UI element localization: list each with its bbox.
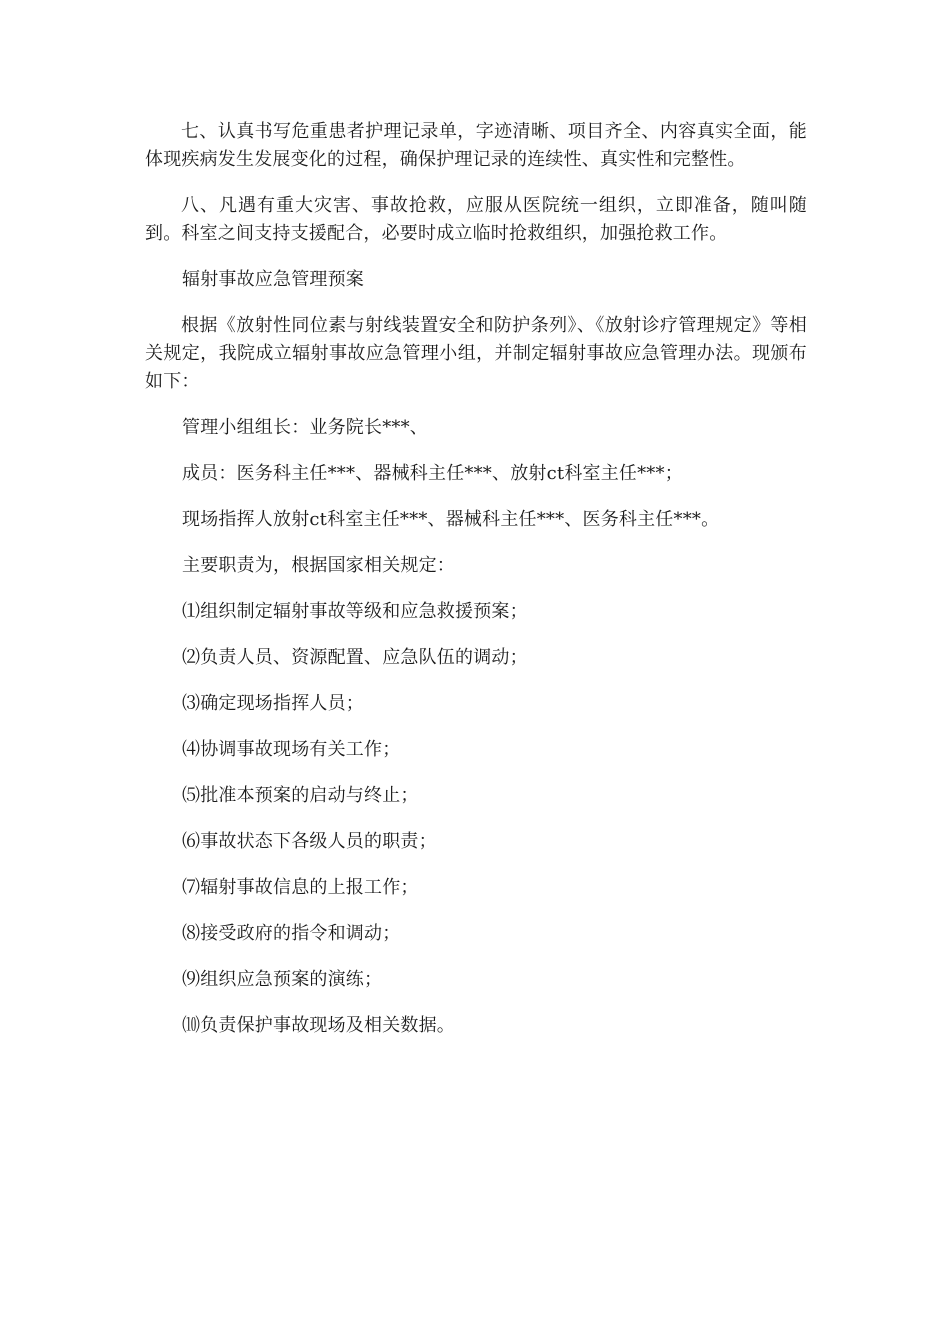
paragraph-seven: 七、认真书写危重患者护理记录单，字迹清晰、项目齐全、内容真实全面，能体现疾病发生发展变化的过程，确保护理记录的连续性、真实性和完整性。 <box>145 121 807 170</box>
group-leader-line: 管理小组组长：业务院长***、 <box>182 417 428 438</box>
commander-line: 现场指挥人放射ct科室主任***、器械科主任***、医务科主任***。 <box>182 509 720 530</box>
duty-item-5: ⑸批准本预案的启动与终止； <box>182 785 419 806</box>
duty-item-6: ⑹事故状态下各级人员的职责； <box>182 831 437 852</box>
duty-item-3: ⑶确定现场指挥人员； <box>182 693 364 714</box>
paragraph-eight: 八、凡遇有重大灾害、事故抢救，应服从医院统一组织，立即准备，随叫随到。科室之间支持支援配合，必要时成立临时抢救组织，加强抢救工作。 <box>145 195 807 244</box>
duty-item-10: ⑽负责保护事故现场及相关数据。 <box>182 1015 455 1036</box>
members-line: 成员：医务科主任***、器械科主任***、放射ct科室主任***； <box>182 463 683 484</box>
duty-item-7: ⑺辐射事故信息的上报工作； <box>182 877 419 898</box>
section-title: 辐射事故应急管理预案 <box>182 269 364 290</box>
duty-item-1: ⑴组织制定辐射事故等级和应急救援预案； <box>182 601 528 622</box>
duty-item-8: ⑻接受政府的指令和调动； <box>182 923 401 944</box>
intro-paragraph: 根据《放射性同位素与射线装置安全和防护条列》、《放射诊疗管理规定》等相关规定，我院成立辐射事故应急管理小组，并制定辐射事故应急管理办法。现颁布如下： <box>145 315 807 392</box>
duty-item-9: ⑼组织应急预案的演练； <box>182 969 383 990</box>
duty-item-2: ⑵负责人员、资源配置、应急队伍的调动； <box>182 647 528 668</box>
duties-intro-line: 主要职责为，根据国家相关规定： <box>182 555 455 576</box>
document-page <box>145 118 807 1058</box>
duty-item-4: ⑷协调事故现场有关工作； <box>182 739 401 760</box>
